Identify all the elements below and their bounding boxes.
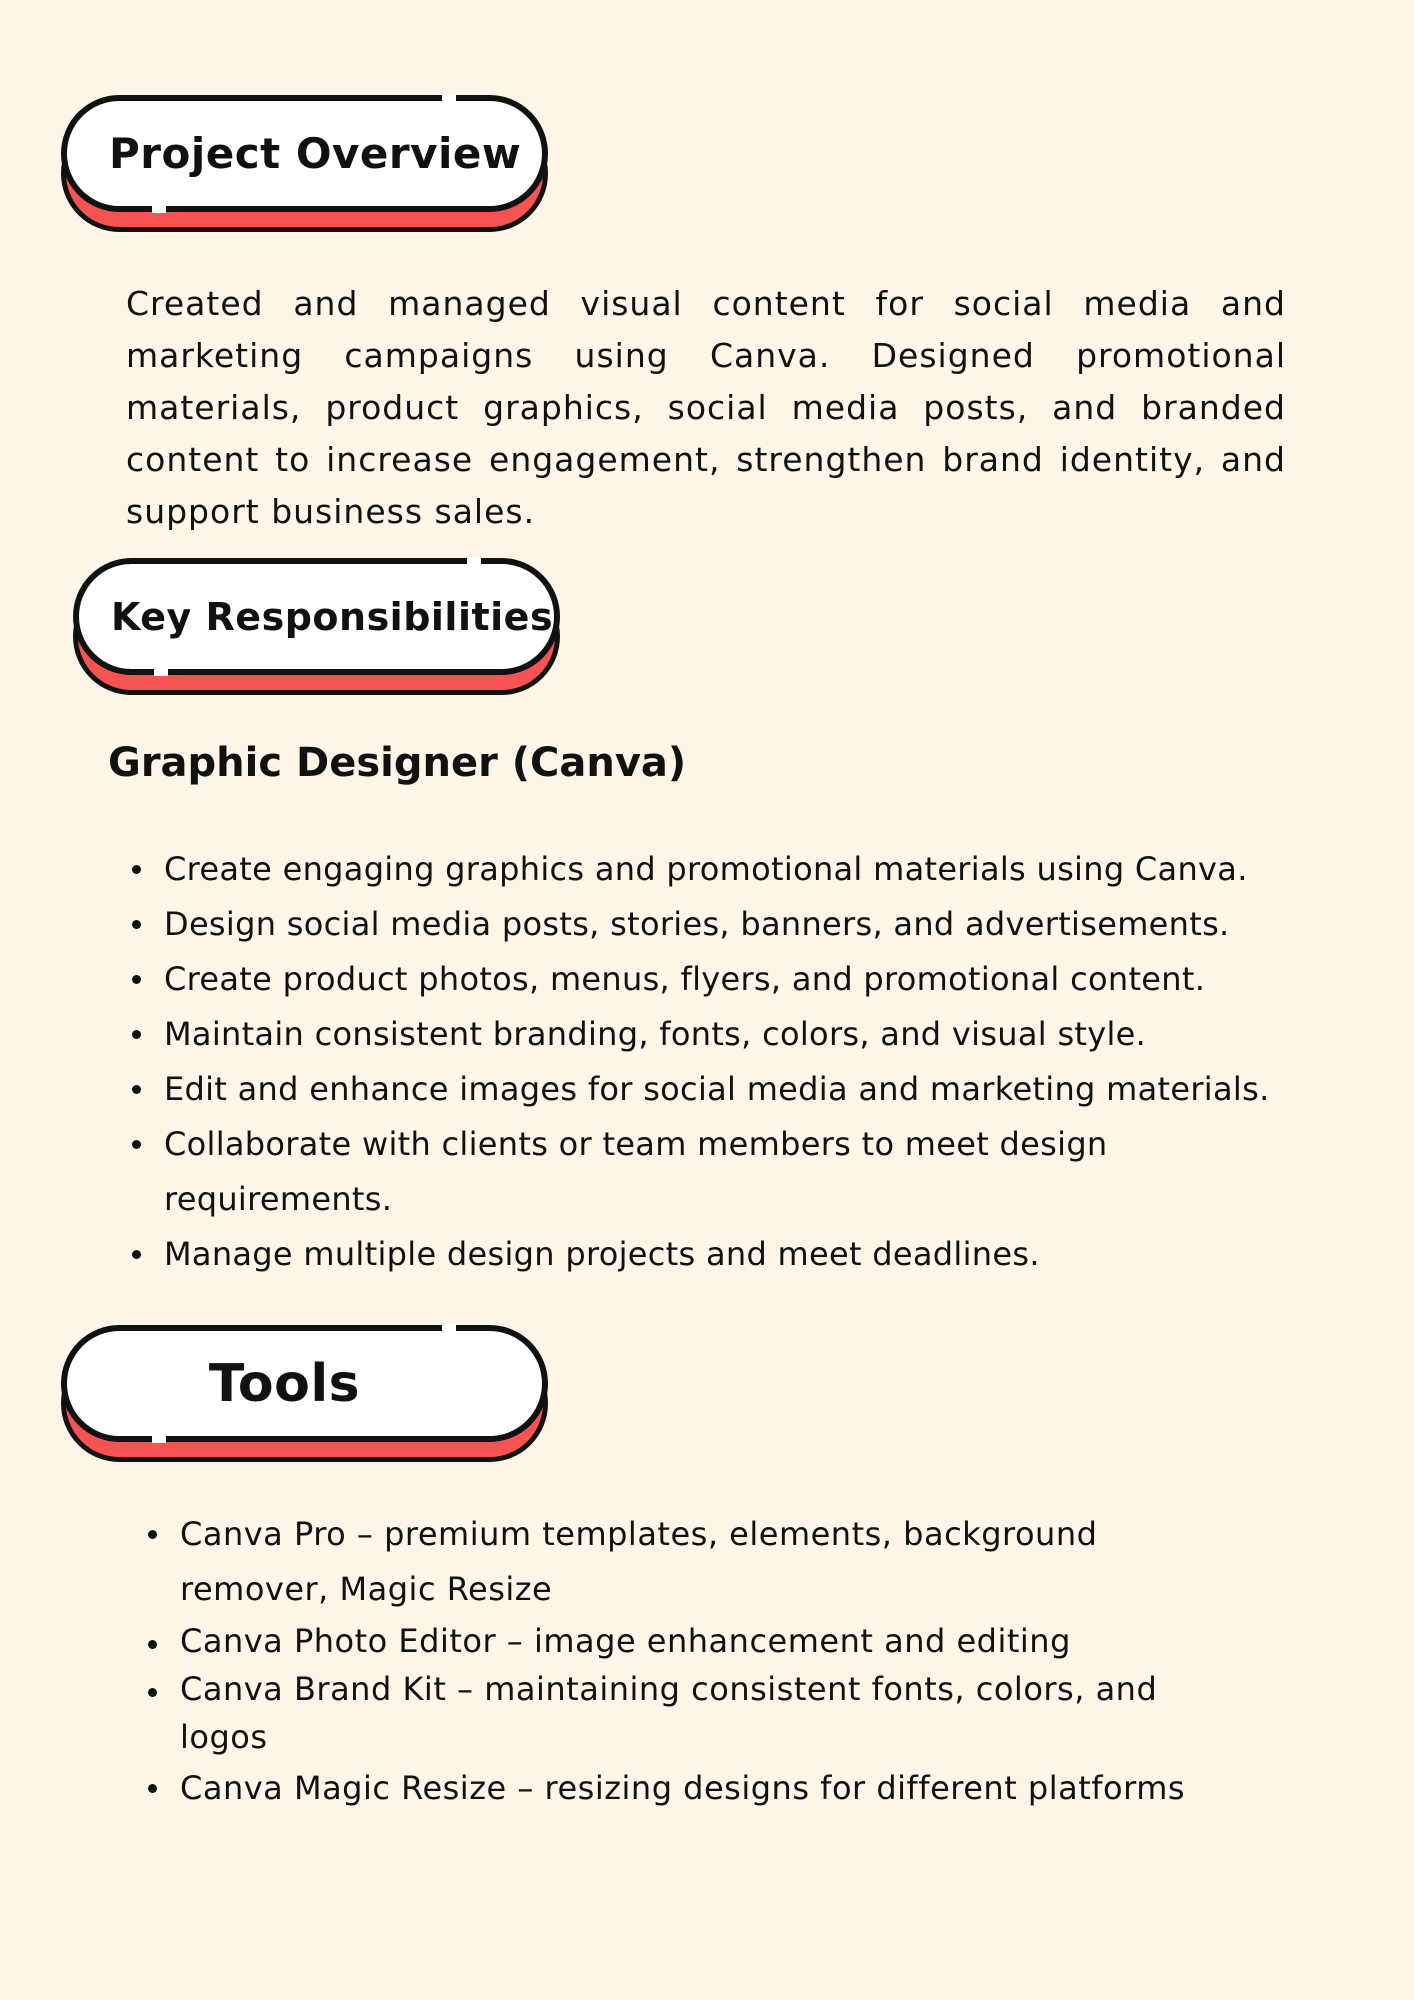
list-item: Edit and enhance images for social media and marketing materials. (128, 1062, 1328, 1117)
list-item: Canva Pro – premium templates, elements, background remover, Magic Resize (144, 1507, 1180, 1617)
tools-heading-pill (61, 1325, 548, 1462)
role-subtitle: Graphic Designer (Canva) (108, 740, 687, 786)
project-overview-text: Created and managed visual content for social media and marketing campaigns using Canva. Designed promotional materials, product graphics, social media posts, and branded content to increase engagement, strengthen brand identity, and support business sales. (126, 284, 1286, 531)
pill-outline-gap (152, 205, 166, 213)
pill-outline-gap (152, 1435, 166, 1443)
list-item: Manage multiple design projects and meet deadlines. (128, 1227, 1328, 1282)
tools-list (144, 1507, 1244, 1816)
tools-title: Tools (208, 1353, 361, 1414)
list-item: Create engaging graphics and promotional materials using Canva. (128, 842, 1328, 897)
pill-outline-gap (467, 557, 481, 565)
pill-face (61, 95, 548, 212)
list-item: Collaborate with clients or team members to meet design requirements. (128, 1117, 1184, 1227)
pill-outline-gap (154, 668, 168, 676)
pill-outline-gap (442, 94, 456, 102)
project-overview-heading-pill (61, 95, 548, 232)
project-overview-title: Project Overview (109, 129, 522, 178)
list-item: Maintain consistent branding, fonts, colors, and visual style. (128, 1007, 1328, 1062)
list-item: Canva Brand Kit – maintaining consistent fonts, colors, and logos (144, 1665, 1230, 1761)
responsibilities-list (128, 842, 1328, 1282)
key-responsibilities-title: Key Responsibilities (111, 594, 554, 639)
pill-face (73, 558, 560, 675)
pill-face (61, 1325, 548, 1442)
pill-outline-gap (442, 1324, 456, 1332)
list-item: Design social media posts, stories, banners, and advertisements. (128, 897, 1328, 952)
list-item: Canva Magic Resize – resizing designs for different platforms (144, 1761, 1244, 1816)
list-item: Canva Photo Editor – image enhancement and editing (144, 1617, 1244, 1665)
list-item: Create product photos, menus, flyers, and promotional content. (128, 952, 1328, 1007)
key-responsibilities-heading-pill (73, 558, 560, 695)
